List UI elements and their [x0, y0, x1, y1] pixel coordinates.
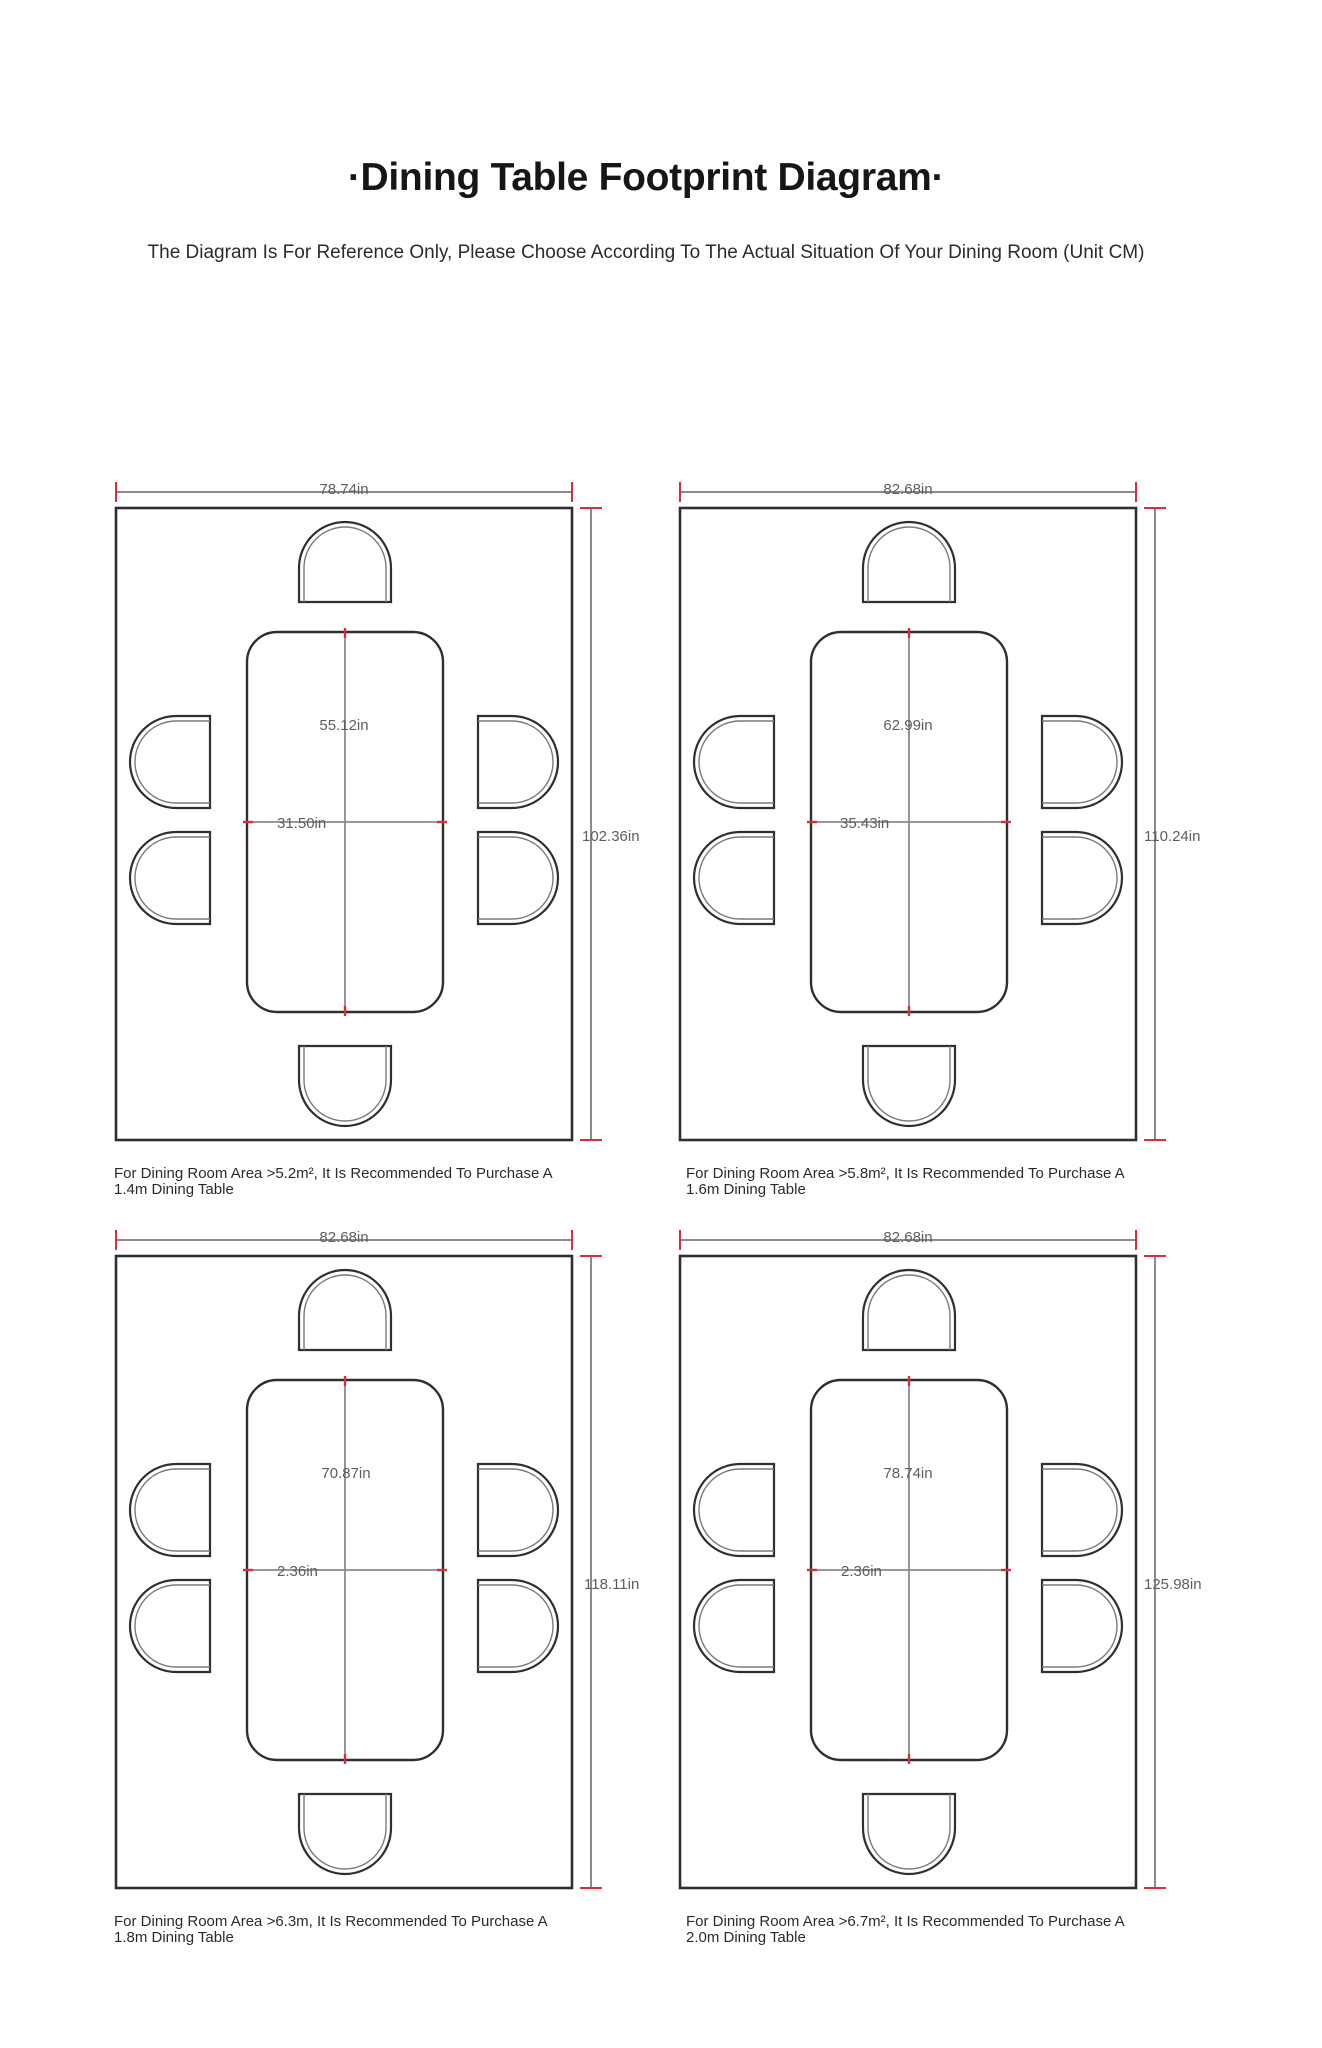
- floor-plan-drawing: [678, 480, 1238, 1160]
- page-title: ·Dining Table Footprint Diagram·: [347, 156, 945, 199]
- chair-outline: [694, 716, 774, 808]
- table-width-label: 2.36in: [841, 1563, 882, 1580]
- chair-outline: [478, 716, 558, 808]
- floor-plan-drawing: [678, 1228, 1238, 1908]
- floor-plan-drawing: [114, 480, 674, 1160]
- chair-outline: [863, 1794, 955, 1874]
- chair-outline: [1042, 1580, 1122, 1672]
- diagram-panel-3: [114, 1228, 674, 1988]
- chair-outline: [863, 1270, 955, 1350]
- floor-plan-drawing: [114, 1228, 674, 1908]
- room-width-label: 82.68in: [319, 1229, 369, 1246]
- chair-outline: [694, 1464, 774, 1556]
- chair-outline: [478, 1464, 558, 1556]
- page-subtitle: The Diagram Is For Reference Only, Please Choose According To The Actual Situation Of Your Dining Room (Unit CM): [147, 242, 1145, 263]
- room-length-label: 118.11in: [584, 1576, 640, 1593]
- chair-outline: [694, 1580, 774, 1672]
- table-length-label: 78.74in: [883, 1465, 933, 1482]
- panel-caption: [686, 1914, 1136, 1946]
- room-length-label: 110.24in: [1144, 828, 1201, 845]
- caption-line: 1.6m Dining Table: [686, 1181, 806, 1198]
- caption-line: For Dining Room Area >6.7m², It Is Recommended To Purchase A: [686, 1913, 1125, 1930]
- chair-outline: [478, 1580, 558, 1672]
- chair-outline: [1042, 1464, 1122, 1556]
- room-length-label: 102.36in: [582, 828, 640, 845]
- panel-caption: [686, 1166, 1136, 1198]
- caption-line: For Dining Room Area >5.8m², It Is Recommended To Purchase A: [686, 1165, 1125, 1182]
- panel-caption: [114, 1914, 564, 1946]
- chair-outline: [299, 1046, 391, 1126]
- panel-caption: [114, 1166, 564, 1198]
- caption-line: For Dining Room Area >6.3m, It Is Recommended To Purchase A: [114, 1913, 548, 1930]
- caption-line: 1.8m Dining Table: [114, 1929, 234, 1946]
- caption-line: 1.4m Dining Table: [114, 1181, 234, 1198]
- diagram-panel-1: [114, 480, 674, 1240]
- chair-outline: [863, 1046, 955, 1126]
- chair-outline: [299, 1270, 391, 1350]
- table-length-label: 55.12in: [319, 717, 369, 734]
- room-width-label: 82.68in: [883, 481, 933, 498]
- room-length-label: 125.98in: [1144, 1576, 1202, 1593]
- diagram-panel-2: [678, 480, 1238, 1240]
- chair-outline: [694, 832, 774, 924]
- caption-line: 2.0m Dining Table: [686, 1929, 806, 1946]
- diagram-panel-4: [678, 1228, 1238, 1988]
- table-length-label: 70.87in: [321, 1465, 371, 1482]
- table-width-label: 2.36in: [277, 1563, 318, 1580]
- table-width-label: 31.50in: [277, 815, 327, 832]
- room-width-label: 78.74in: [319, 481, 369, 498]
- caption-line: For Dining Room Area >5.2m², It Is Recommended To Purchase A: [114, 1165, 553, 1182]
- room-width-label: 82.68in: [883, 1229, 933, 1246]
- chair-outline: [130, 716, 210, 808]
- chair-outline: [1042, 832, 1122, 924]
- chair-outline: [478, 832, 558, 924]
- chair-outline: [299, 1794, 391, 1874]
- chair-outline: [863, 522, 955, 602]
- chair-outline: [130, 1580, 210, 1672]
- chair-outline: [130, 1464, 210, 1556]
- table-width-label: 35.43in: [840, 815, 890, 832]
- chair-outline: [130, 832, 210, 924]
- chair-outline: [1042, 716, 1122, 808]
- chair-outline: [299, 522, 391, 602]
- table-length-label: 62.99in: [883, 717, 933, 734]
